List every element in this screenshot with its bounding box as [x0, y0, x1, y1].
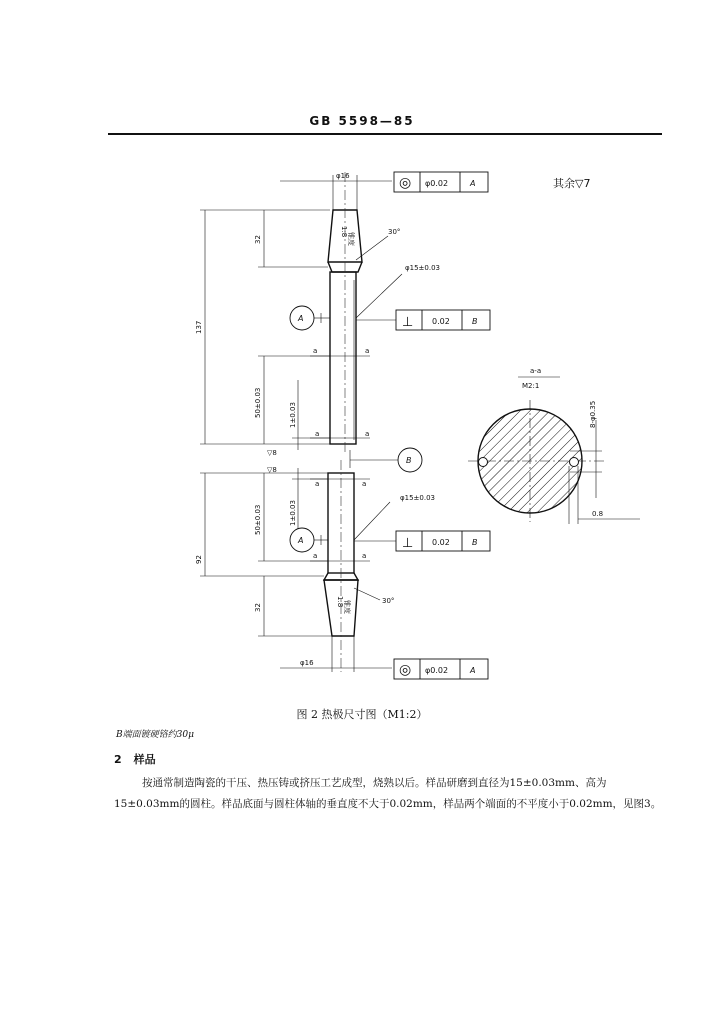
dim-finish-8b: ▽8 — [267, 466, 277, 474]
taper-word-upper: 锥度 — [347, 232, 355, 246]
dim-0-8: 0.8 — [592, 510, 604, 518]
mark-a-5: a — [315, 480, 320, 488]
dim-phi15-upper: φ15±0.03 — [405, 264, 440, 272]
coaxiality-icon: ◎ — [399, 175, 412, 191]
svg-text:A: A — [298, 314, 304, 323]
section-title: a-a — [530, 367, 542, 375]
mark-a-7: a — [313, 552, 318, 560]
perpendicularity-frame-lower — [396, 531, 490, 551]
section-body: 按通常制造陶瓷的干压、热压铸或挤压工艺成型，烧熟以后。样品研磨到直径为15±0.03mm、高为15±0.03mm的圆柱。样品底面与圆柱体轴的垂直度不大于0.02mm，样品两个端面的不平度小于0.02mm，见图3。 — [114, 777, 662, 810]
thermocouple-hole-right — [570, 458, 579, 467]
section-a-a — [468, 367, 640, 524]
dim-finish-8a: ▽8 — [267, 449, 277, 457]
coaxiality-icon: ◎ — [399, 662, 412, 678]
dim-50-upper: 50±0.03 — [254, 387, 262, 418]
mark-a-8: a — [362, 552, 367, 560]
mark-a-1: a — [313, 347, 318, 355]
perpendicularity-frame-upper — [396, 310, 490, 330]
standard-header: GB 5598—85 — [309, 114, 415, 128]
svg-text:φ0.02: φ0.02 — [425, 666, 449, 675]
section-scale: M2:1 — [522, 382, 540, 390]
coaxiality-frame-top — [394, 172, 488, 192]
svg-text:B: B — [472, 317, 478, 326]
upper-shaft — [330, 272, 356, 444]
dim-32-upper: 32 — [254, 235, 262, 244]
dim-50-lower: 50±0.03 — [254, 504, 262, 535]
mark-a-3: a — [315, 430, 320, 438]
dim-32-lower: 32 — [254, 603, 262, 612]
svg-text:A: A — [470, 179, 476, 188]
svg-text:φ0.02: φ0.02 — [425, 179, 449, 188]
svg-text:A: A — [470, 666, 476, 675]
section-number: 2 — [114, 753, 122, 766]
taper-ratio-lower: 1:8 — [336, 596, 344, 608]
hole-dim: 8-φ0.35 — [589, 400, 597, 428]
datum-a-upper — [290, 306, 314, 330]
svg-text:B: B — [406, 456, 412, 465]
mark-a-6: a — [362, 480, 367, 488]
dim-angle-upper: 30° — [388, 228, 401, 236]
svg-text:A: A — [298, 536, 304, 545]
dim-phi15-lower: φ15±0.03 — [400, 494, 435, 502]
svg-text:B: B — [472, 538, 478, 547]
figure-caption: 图 2 热极尺寸图（M1:2） — [296, 708, 428, 721]
mark-a-4: a — [365, 430, 370, 438]
taper-word-lower: 锥度 — [343, 600, 351, 614]
dim-92: 92 — [195, 555, 203, 564]
thermocouple-hole-left — [479, 458, 488, 467]
svg-text:0.02: 0.02 — [432, 538, 450, 547]
dim-1-lower: 1±0.03 — [289, 500, 297, 526]
dim-phi16-top: φ16 — [336, 172, 350, 180]
dim-1-upper: 1±0.03 — [289, 402, 297, 428]
surface-roughness-note: 其余▽7 — [553, 177, 591, 190]
perpendicular-icon: ⊥ — [402, 536, 414, 551]
dim-angle-lower: 30° — [382, 597, 395, 605]
dim-137: 137 — [195, 320, 203, 334]
svg-text:0.02: 0.02 — [432, 317, 450, 326]
dim-phi16-bottom: φ16 — [300, 659, 314, 667]
figure-note: B端面镀硬铬约30μ — [116, 730, 194, 740]
section-title-text: 样品 — [133, 753, 156, 766]
coaxiality-frame-bottom — [394, 659, 488, 679]
section-heading — [114, 751, 156, 767]
datum-a-lower — [290, 528, 314, 552]
taper-ratio-upper: 1:8 — [340, 226, 348, 238]
perpendicular-icon: ⊥ — [402, 315, 414, 330]
datum-b — [398, 448, 422, 472]
mark-a-2: a — [365, 347, 370, 355]
